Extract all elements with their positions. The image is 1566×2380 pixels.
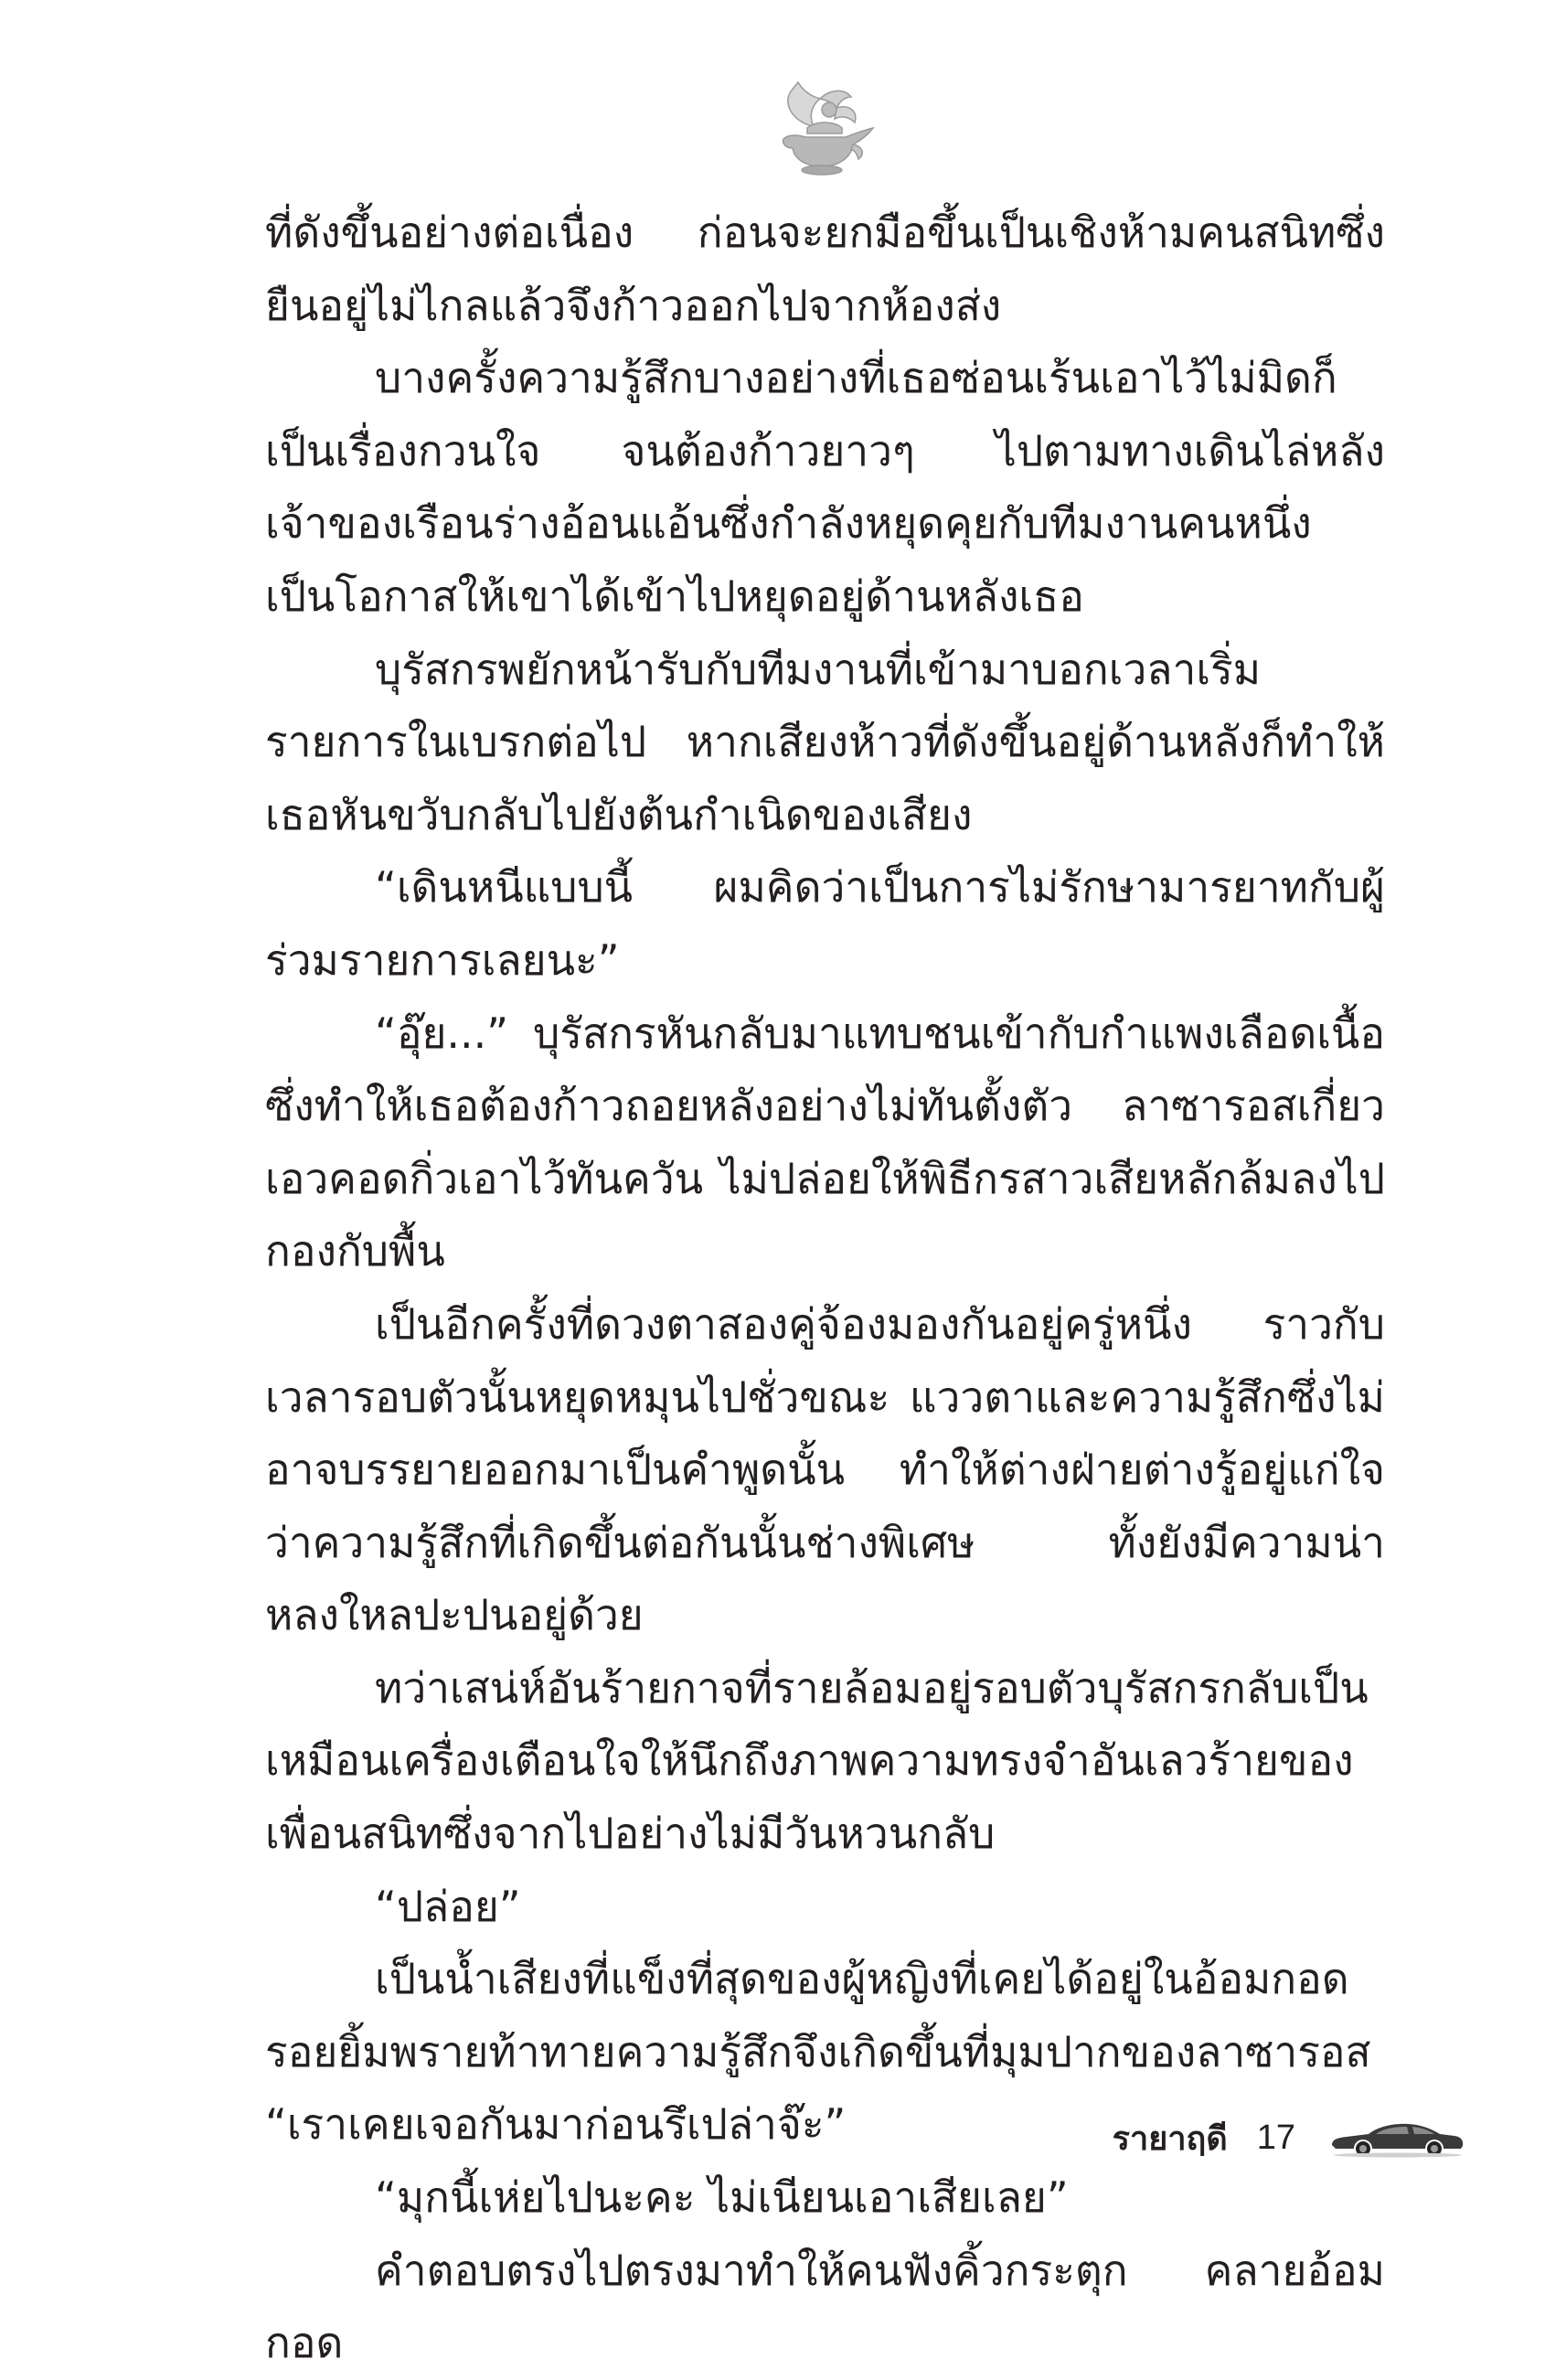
story-body	[265, 197, 1385, 2380]
paragraph-10: “มุกนี้เห่ยไปนะคะ ไม่เนียนเอาเสียเลย”	[375, 2172, 1069, 2223]
paragraph-6: เป็นอีกครั้งที่ดวงตาสองคู่จ้องมองกันอยู่ครู่หนึ่ง ราวกับเวลารอบตัวนั้นหยุดหมุนไปชั่วขณะ แววตาและความรู้สึกซึ่งไม่อาจบรรยายออกมาเป็นคำพูดนั้น ทำให้ต่างฝ่ายต่างรู้อยู่แก่ใจว่าความรู้สึกที่เกิดขึ้นต่อกันนั้นช่างพิเศษ ทั้งยังมีความน่าหลงใหลปะปนอยู่ด้วย	[265, 1298, 1385, 1640]
paragraph-9: เป็นน้ำเสียงที่แข็งที่สุดของผู้หญิงที่เคยได้อยู่ในอ้อมกอด รอยยิ้มพรายท้าทายความรู้สึกจึงเกิดขึ้นที่มุมปากของลาซารอส “เราเคยเจอกันมาก่อนรึเปล่าจ๊ะ”	[265, 1954, 1371, 2150]
paragraph-8: “ปล่อย”	[375, 1881, 521, 1931]
paragraph-3: บุรัสกรพยักหน้ารับกับทีมงานที่เข้ามาบอกเวลาเริ่มรายการในเบรกต่อไป หากเสียงห้าวที่ดังขึ้นอยู่ด้านหลังก็ทำให้เธอหันขวับกลับไปยังต้นกำเนิดของเสียง	[265, 644, 1385, 839]
paragraph-11: คำตอบตรงไปตรงมาทำให้คนฟังคิ้วกระตุก คลายอ้อมกอด	[265, 2245, 1385, 2368]
genie-lamp-icon	[763, 73, 882, 192]
car-silhouette-icon	[1328, 2118, 1465, 2158]
paragraph-4: “เดินหนีแบบนี้ ผมคิดว่าเป็นการไม่รักษามารยาทกับผู้ร่วมรายการเลยนะ”	[265, 862, 1385, 985]
paragraph-7: ทว่าเสน่ห์อันร้ายกาจที่รายล้อมอยู่รอบตัวบุรัสกรกลับเป็นเหมือนเครื่องเตือนใจให้นึกถึงภาพความทรงจำอันเลวร้ายของเพื่อนสนิทซึ่งจากไปอย่างไม่มีวันหวนกลับ	[265, 1662, 1369, 1859]
paragraph-5: “อุ๊ย...” บุรัสกรหันกลับมาแทบชนเข้ากับกำแพงเลือดเนื้อ ซึ่งทำให้เธอต้องก้าวถอยหลังอย่างไม่ทันตั้งตัว ลาซารอสเกี่ยวเอวคอดกิ่วเอาไว้ทันควัน ไม่ปล่อยให้พิธีกรสาวเสียหลักล้มลงไปกองกับพื้น	[265, 1008, 1385, 1276]
page-number: 17	[1256, 2118, 1295, 2157]
paragraph-1: ที่ดังขึ้นอย่างต่อเนื่อง ก่อนจะยกมือขึ้นเป็นเชิงห้ามคนสนิทซึ่งยืนอยู่ไม่ไกลแล้วจึงก้าวออกไปจากห้องส่ง	[265, 208, 1385, 330]
page-footer	[1113, 2110, 1465, 2165]
book-title: รายาฤดี	[1112, 2119, 1228, 2158]
paragraph-2: บางครั้งความรู้สึกบางอย่างที่เธอซ่อนเร้นเอาไว้ไม่มิดก็เป็นเรื่องกวนใจ จนต้องก้าวยาวๆ ไปตามทางเดินไล่หลังเจ้าของเรือนร่างอ้อนแอ้นซึ่งกำลังหยุดคุยกับทีมงานคนหนึ่ง เป็นโอกาสให้เขาได้เข้าไปหยุดอยู่ด้านหลังเธอ	[265, 353, 1385, 621]
